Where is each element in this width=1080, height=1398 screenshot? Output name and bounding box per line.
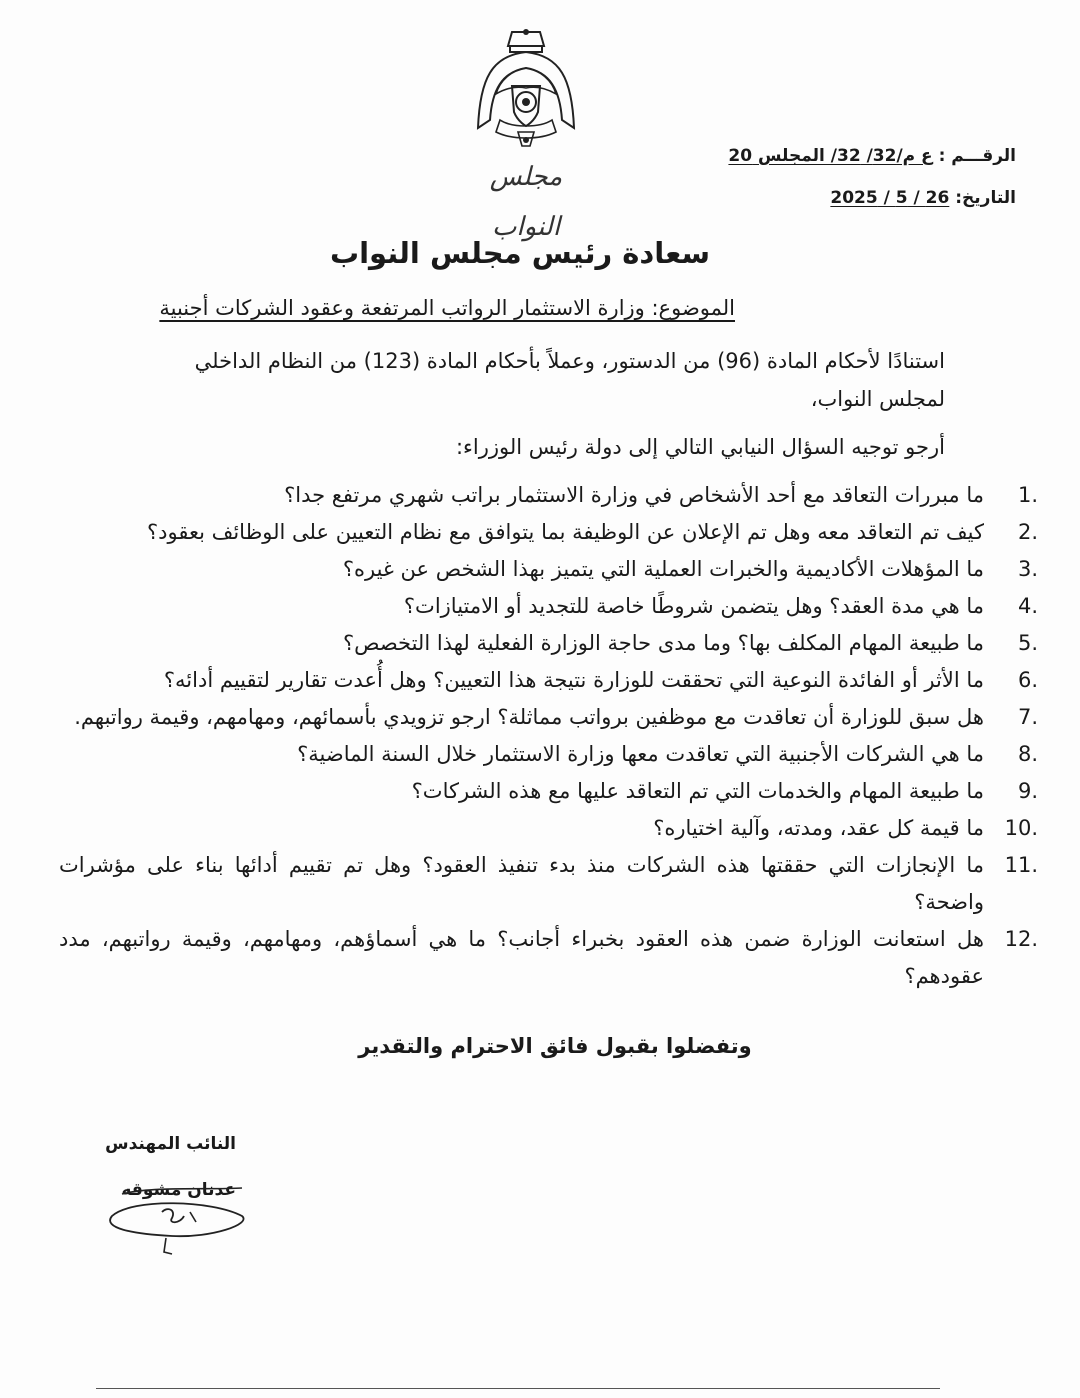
bottom-divider bbox=[96, 1388, 940, 1389]
question-number: 11. bbox=[1004, 853, 1038, 877]
question-text: ما هي مدة العقد؟ وهل يتضمن شروطًا خاصة للتجديد أو الامتيازات؟ bbox=[403, 594, 984, 618]
question-item bbox=[59, 514, 1038, 551]
addressee-heading: سعادة رئيس مجلس النواب bbox=[329, 236, 711, 270]
question-item bbox=[59, 551, 1038, 588]
question-number: 2. bbox=[1017, 520, 1038, 544]
question-text: ما مبررات التعاقد مع أحد الأشخاص في وزارة الاستثمار براتب شهري مرتفع جدا؟ bbox=[284, 483, 984, 507]
date-value: 26 / 5 / 2025 bbox=[830, 188, 950, 208]
request-paragraph: أرجو توجيه السؤال النيابي التالي إلى دولة رئيس الوزراء: bbox=[455, 435, 945, 459]
question-item bbox=[59, 921, 1038, 995]
question-item bbox=[59, 662, 1038, 699]
question-number: 8. bbox=[1017, 742, 1038, 766]
question-text: ما قيمة كل عقد، ومدته، وآلية اختياره؟ bbox=[653, 816, 984, 840]
question-number: 7. bbox=[1017, 705, 1038, 729]
question-text: هل سبق للوزارة أن تعاقدت مع موظفين برواتب مماثلة؟ ارجو تزويدي بأسمائهم، ومهامهم، وقيمة رواتبهم. bbox=[74, 705, 984, 729]
subject-line: الموضوع: وزارة الاستثمار الرواتب المرتفعة وعقود الشركات أجنبية bbox=[159, 296, 735, 320]
signatory-name: عدنان مشوقه bbox=[121, 1180, 236, 1200]
question-text: ما الإنجازات التي حققتها هذه الشركات منذ بدء تنفيذ العقود؟ وهل تم تقييم أدائها بناء على مؤشرات واضحة؟ bbox=[59, 853, 984, 914]
question-number: 1. bbox=[1017, 483, 1038, 507]
question-item bbox=[59, 736, 1038, 773]
reference-number bbox=[728, 146, 1016, 166]
question-item bbox=[59, 625, 1038, 662]
question-text: ما الأثر أو الفائدة النوعية التي تحققت للوزارة نتيجة هذا التعيين؟ وهل أُعدت تقارير لتقييم أدائه؟ bbox=[163, 668, 984, 692]
questions-list bbox=[59, 477, 1038, 995]
signatory-title: النائب المهندس bbox=[105, 1134, 236, 1154]
question-text: كيف تم التعاقد معه وهل تم الإعلان عن الوظيفة بما يتوافق مع نظام التعيين على الوظائف بعقود؟ bbox=[146, 520, 984, 544]
date-label: التاريخ: bbox=[955, 188, 1016, 208]
intro-paragraph: استنادًا لأحكام المادة (96) من الدستور، وعملاً بأحكام المادة (123) من النظام الداخلي لمجلس النواب، bbox=[194, 349, 945, 411]
reference-label: الرقـــم : bbox=[938, 146, 1016, 166]
document-date bbox=[830, 188, 1016, 208]
question-item bbox=[59, 847, 1038, 921]
question-text: ما المؤهلات الأكاديمية والخبرات العملية التي يتميز بهذا الشخص عن غيره؟ bbox=[342, 557, 984, 581]
reference-value: ع م/32/ 32/ المجلس 20 bbox=[728, 146, 933, 166]
question-text: ما طبيعة المهام والخدمات التي تم التعاقد عليها مع هذه الشركات؟ bbox=[411, 779, 984, 803]
question-item bbox=[59, 588, 1038, 625]
closing-line: وتفضلوا بقبول فائق الاحترام والتقدير bbox=[358, 1034, 752, 1058]
question-number: 3. bbox=[1017, 557, 1038, 581]
question-number: 5. bbox=[1017, 631, 1038, 655]
question-text: هل استعانت الوزارة ضمن هذه العقود بخبراء أجانب؟ ما هي أسماؤهم، ومهامهم، وقيمة رواتبهم، مدد عقودهم؟ bbox=[59, 927, 984, 988]
question-item bbox=[59, 810, 1038, 847]
question-number: 4. bbox=[1017, 594, 1038, 618]
question-item bbox=[59, 477, 1038, 514]
coat-of-arms-emblem bbox=[472, 28, 580, 150]
handwritten-signature bbox=[92, 1176, 262, 1266]
council-calligraphy-signature: مجلس النواب bbox=[489, 162, 563, 242]
question-item bbox=[59, 699, 1038, 736]
question-text: ما هي الشركات الأجنبية التي تعاقدت معها وزارة الاستثمار خلال السنة الماضية؟ bbox=[297, 742, 984, 766]
question-item bbox=[59, 773, 1038, 810]
question-number: 9. bbox=[1017, 779, 1038, 803]
question-number: 6. bbox=[1017, 668, 1038, 692]
question-number: 12. bbox=[1004, 927, 1038, 951]
question-text: ما طبيعة المهام المكلف بها؟ وما مدى حاجة الوزارة الفعلية لهذا التخصص؟ bbox=[342, 631, 984, 655]
question-number: 10. bbox=[1004, 816, 1038, 840]
